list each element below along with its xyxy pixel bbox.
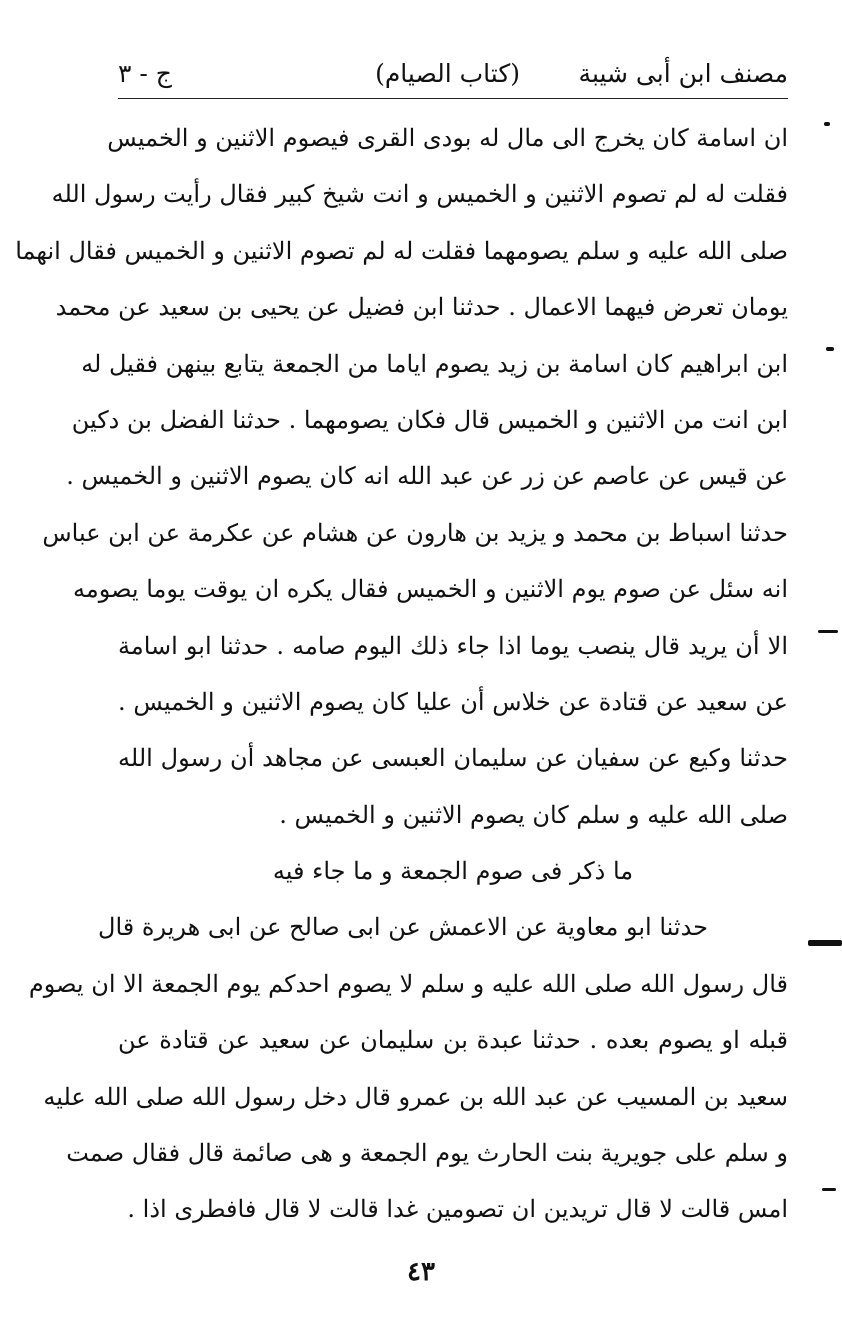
text-line: سعيد بن المسيب عن عبد الله بن عمرو قال دخل رسول الله صلى الله عليه	[43, 1082, 788, 1111]
text-line: حدثنا ابو معاوية عن الاعمش عن ابى صالح عن ابى هريرة قال	[98, 913, 708, 942]
text-line: فقلت له لم تصوم الاثنين و الخميس و انت شيخ كبير فقال رأيت رسول الله	[51, 180, 788, 209]
book-title: مصنف ابن أبى شيبة	[578, 59, 788, 88]
text-line: قال رسول الله صلى الله عليه و سلم لا يصوم احدكم يوم الجمعة الا ان يصوم	[28, 969, 788, 998]
text-line: ابن انت من الاثنين و الخميس قال فكان يصومهما . حدثنا الفضل بن دكين	[71, 405, 788, 434]
margin-mark	[818, 630, 838, 633]
section-title: (كتاب الصيام)	[375, 59, 520, 88]
text-line: صلى الله عليه و سلم يصومهما فقلت له لم تصوم الاثنين و الخميس فقال انهما	[15, 236, 788, 265]
text-line: ان اسامة كان يخرج الى مال له بودى القرى فيصوم الاثنين و الخميس	[107, 124, 788, 152]
text-line: يومان تعرض فيهما الاعمال . حدثنا ابن فضيل عن يحيى بن سعيد عن محمد	[55, 293, 788, 322]
margin-mark	[822, 1188, 836, 1191]
text-line: عن سعيد عن قتادة عن خلاس أن عليا كان يصوم الاثنين و الخميس .	[118, 687, 788, 716]
page-number: ٤٣	[407, 1257, 435, 1287]
chapter-heading: ما ذكر فى صوم الجمعة و ما جاء فيه	[272, 857, 634, 886]
text-line: امس قالت لا قال تريدين ان تصومين غدا قالت لا قال فافطرى اذا .	[127, 1195, 788, 1224]
margin-mark	[824, 122, 830, 126]
main-text	[15, 110, 788, 1238]
margin-mark	[808, 940, 842, 946]
running-header	[118, 52, 788, 96]
header-rule	[118, 98, 788, 99]
text-line: ابن ابراهيم كان اسامة بن زيد يصوم اياما من الجمعة يتابع بينهن فقيل له	[81, 349, 788, 378]
text-line: حدثنا وكيع عن سفيان عن سليمان العبسى عن مجاهد أن رسول الله	[118, 744, 788, 773]
text-line: و سلم على جويرية بنت الحارث يوم الجمعة و هى صائمة قال فقال صمت	[66, 1139, 788, 1168]
text-line: حدثنا اسباط بن محمد و يزيد بن هارون عن هشام عن عكرمة عن ابن عباس	[42, 518, 788, 547]
text-line: الا أن يريد قال ينصب يوما اذا جاء ذلك اليوم صامه . حدثنا ابو اسامة	[118, 631, 788, 660]
text-line: عن قيس عن عاصم عن زر عن عبد الله انه كان يصوم الاثنين و الخميس .	[66, 462, 788, 491]
text-line: صلى الله عليه و سلم كان يصوم الاثنين و الخميس .	[279, 800, 788, 829]
margin-mark	[826, 347, 834, 351]
text-line: قبله او يصوم بعده . حدثنا عبدة بن سليمان عن سعيد عن قتادة عن	[118, 1026, 788, 1055]
volume-number: ج - ٣	[118, 59, 172, 88]
text-line: انه سئل عن صوم يوم الاثنين و الخميس فقال يكره ان يوقت يوما يصومه	[72, 575, 788, 604]
